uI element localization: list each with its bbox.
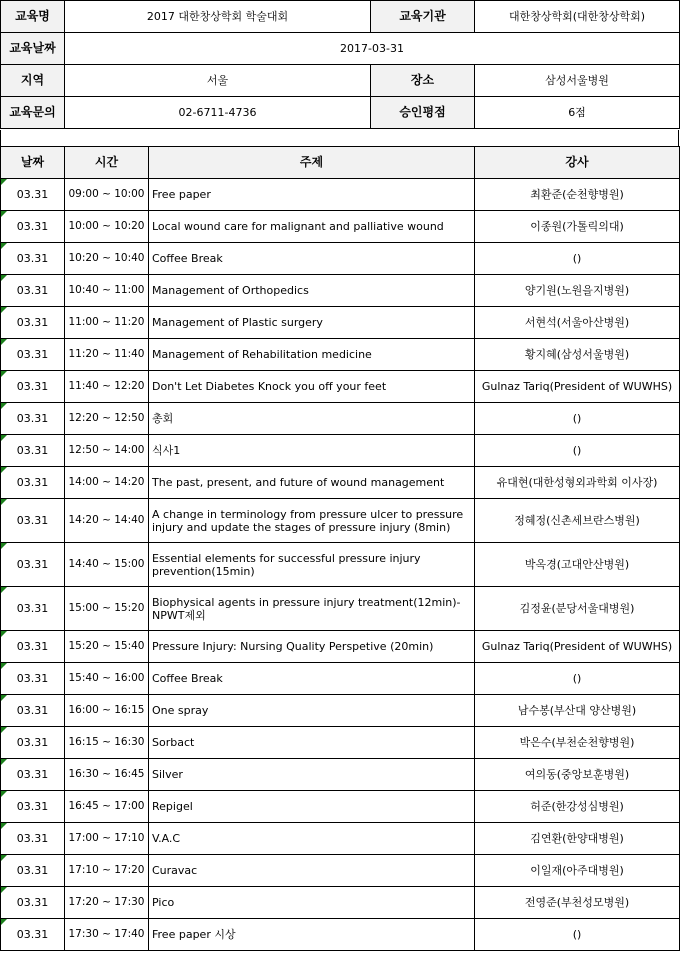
time-cell: 16:45 ~ 17:00 [65,791,149,823]
time-cell: 15:00 ~ 15:20 [65,587,149,631]
table-row [1,339,680,371]
date-cell: 03.31 [1,179,65,211]
time-cell: 11:20 ~ 11:40 [65,339,149,371]
table-row [1,403,680,435]
topic-cell: Pico [149,887,475,919]
lecturer-cell: 박옥경(고대안산병원) [475,543,680,587]
date-cell: 03.31 [1,663,65,695]
time-cell: 10:20 ~ 10:40 [65,243,149,275]
time-cell: 11:00 ~ 11:20 [65,307,149,339]
credit-value: 6점 [475,97,680,129]
date-cell: 03.31 [1,887,65,919]
table-row [1,695,680,727]
lecturer-cell: () [475,435,680,467]
time-cell: 16:30 ~ 16:45 [65,759,149,791]
time-cell: 15:20 ~ 15:40 [65,631,149,663]
topic-cell: One spray [149,695,475,727]
contact-value: 02-6711-4736 [65,97,371,129]
table-row [1,275,680,307]
organizer-value: 대한창상학회(대한창상학회) [475,1,680,33]
region-label: 지역 [1,65,65,97]
topic-cell: Don't Let Diabetes Knock you off your feet [149,371,475,403]
table-row [1,307,680,339]
time-cell: 16:00 ~ 16:15 [65,695,149,727]
topic-cell: Pressure Injury: Nursing Quality Perspetive (20min) [149,631,475,663]
topic-cell: Management of Orthopedics [149,275,475,307]
table-row [1,179,680,211]
time-cell: 17:30 ~ 17:40 [65,919,149,951]
table-row [1,663,680,695]
time-cell: 12:20 ~ 12:50 [65,403,149,435]
table-row [1,543,680,587]
schedule-header-row [1,147,680,179]
lecturer-cell: 김연환(한양대병원) [475,823,680,855]
topic-cell: Free paper 시상 [149,919,475,951]
lecturer-cell: 최환준(순천향병원) [475,179,680,211]
header-date: 날짜 [1,147,65,179]
lecturer-cell: () [475,919,680,951]
lecturer-cell: 박은수(부천순천향병원) [475,727,680,759]
table-row [1,211,680,243]
lecturer-cell: 김정윤(분당서울대병원) [475,587,680,631]
lecturer-cell: 여의동(중앙보훈병원) [475,759,680,791]
date-cell: 03.31 [1,791,65,823]
time-cell: 17:10 ~ 17:20 [65,855,149,887]
date-cell: 03.31 [1,587,65,631]
time-cell: 14:20 ~ 14:40 [65,499,149,543]
credit-label: 승인평점 [371,97,475,129]
date-cell: 03.31 [1,307,65,339]
time-cell: 16:15 ~ 16:30 [65,727,149,759]
topic-cell: 식사1 [149,435,475,467]
date-cell: 03.31 [1,243,65,275]
lecturer-cell: Gulnaz Tariq(President of WUWHS) [475,631,680,663]
table-row [1,587,680,631]
course-info-table [0,0,680,129]
time-cell: 10:00 ~ 10:20 [65,211,149,243]
date-cell: 03.31 [1,543,65,587]
time-cell: 10:40 ~ 11:00 [65,275,149,307]
table-row [1,823,680,855]
topic-cell: Management of Rehabilitation medicine [149,339,475,371]
contact-label: 교육문의 [1,97,65,129]
topic-cell: A change in terminology from pressure ulcer to pressure injury and update the stages of pressure injury (8min) [149,499,475,543]
date-cell: 03.31 [1,467,65,499]
time-cell: 14:00 ~ 14:20 [65,467,149,499]
topic-cell: Silver [149,759,475,791]
lecturer-cell: () [475,243,680,275]
time-cell: 17:20 ~ 17:30 [65,887,149,919]
venue-label: 장소 [371,65,475,97]
schedule-body [1,179,680,951]
time-cell: 17:00 ~ 17:10 [65,823,149,855]
time-cell: 12:50 ~ 14:00 [65,435,149,467]
table-row [1,631,680,663]
venue-value: 삼성서울병원 [475,65,680,97]
region-value: 서울 [65,65,371,97]
lecturer-cell: 전영준(부천성모병원) [475,887,680,919]
date-cell: 03.31 [1,631,65,663]
table-row [1,791,680,823]
date-cell: 03.31 [1,371,65,403]
topic-cell: Coffee Break [149,243,475,275]
topic-cell: Management of Plastic surgery [149,307,475,339]
topic-cell: 총회 [149,403,475,435]
table-spacer [0,130,679,146]
info-row-date [1,33,680,65]
topic-cell: Free paper [149,179,475,211]
table-row [1,435,680,467]
table-row [1,371,680,403]
schedule-table [0,146,680,951]
date-cell: 03.31 [1,855,65,887]
lecturer-cell: 황지혜(삼성서울병원) [475,339,680,371]
organizer-label: 교육기관 [371,1,475,33]
date-cell: 03.31 [1,499,65,543]
date-cell: 03.31 [1,339,65,371]
time-cell: 14:40 ~ 15:00 [65,543,149,587]
lecturer-cell: 이일재(아주대병원) [475,855,680,887]
topic-cell: The past, present, and future of wound management [149,467,475,499]
table-row [1,727,680,759]
time-cell: 15:40 ~ 16:00 [65,663,149,695]
header-time: 시간 [65,147,149,179]
topic-cell: Local wound care for malignant and palliative wound [149,211,475,243]
time-cell: 09:00 ~ 10:00 [65,179,149,211]
lecturer-cell: () [475,403,680,435]
date-cell: 03.31 [1,211,65,243]
table-row [1,243,680,275]
time-cell: 11:40 ~ 12:20 [65,371,149,403]
lecturer-cell: 서현석(서울아산병원) [475,307,680,339]
table-row [1,759,680,791]
topic-cell: Repigel [149,791,475,823]
info-row-region [1,65,680,97]
table-row [1,855,680,887]
topic-cell: Essential elements for successful pressure injury prevention(15min) [149,543,475,587]
lecturer-cell: 유대현(대한성형외과학회 이사장) [475,467,680,499]
lecturer-cell: 허준(한강성심병원) [475,791,680,823]
table-row [1,887,680,919]
date-cell: 03.31 [1,403,65,435]
table-row [1,919,680,951]
date-cell: 03.31 [1,435,65,467]
table-row [1,467,680,499]
table-row [1,499,680,543]
lecturer-cell: Gulnaz Tariq(President of WUWHS) [475,371,680,403]
lecturer-cell: 양기원(노원을지병원) [475,275,680,307]
lecturer-cell: () [475,663,680,695]
topic-cell: Biophysical agents in pressure injury treatment(12min)-NPWT제외 [149,587,475,631]
topic-cell: Curavac [149,855,475,887]
topic-cell: Coffee Break [149,663,475,695]
topic-cell: Sorbact [149,727,475,759]
course-date-value: 2017-03-31 [65,33,680,65]
topic-cell: V.A.C [149,823,475,855]
date-cell: 03.31 [1,759,65,791]
lecturer-cell: 남수봉(부산대 양산병원) [475,695,680,727]
date-cell: 03.31 [1,919,65,951]
date-cell: 03.31 [1,275,65,307]
info-row-contact [1,97,680,129]
course-name-label: 교육명 [1,1,65,33]
header-topic: 주제 [149,147,475,179]
lecturer-cell: 정혜정(신촌세브란스병원) [475,499,680,543]
date-cell: 03.31 [1,823,65,855]
lecturer-cell: 이종원(가톨릭의대) [475,211,680,243]
course-name-value: 2017 대한창상학회 학술대회 [65,1,371,33]
info-row-course [1,1,680,33]
header-lecturer: 강사 [475,147,680,179]
date-cell: 03.31 [1,727,65,759]
course-date-label: 교육날짜 [1,33,65,65]
date-cell: 03.31 [1,695,65,727]
